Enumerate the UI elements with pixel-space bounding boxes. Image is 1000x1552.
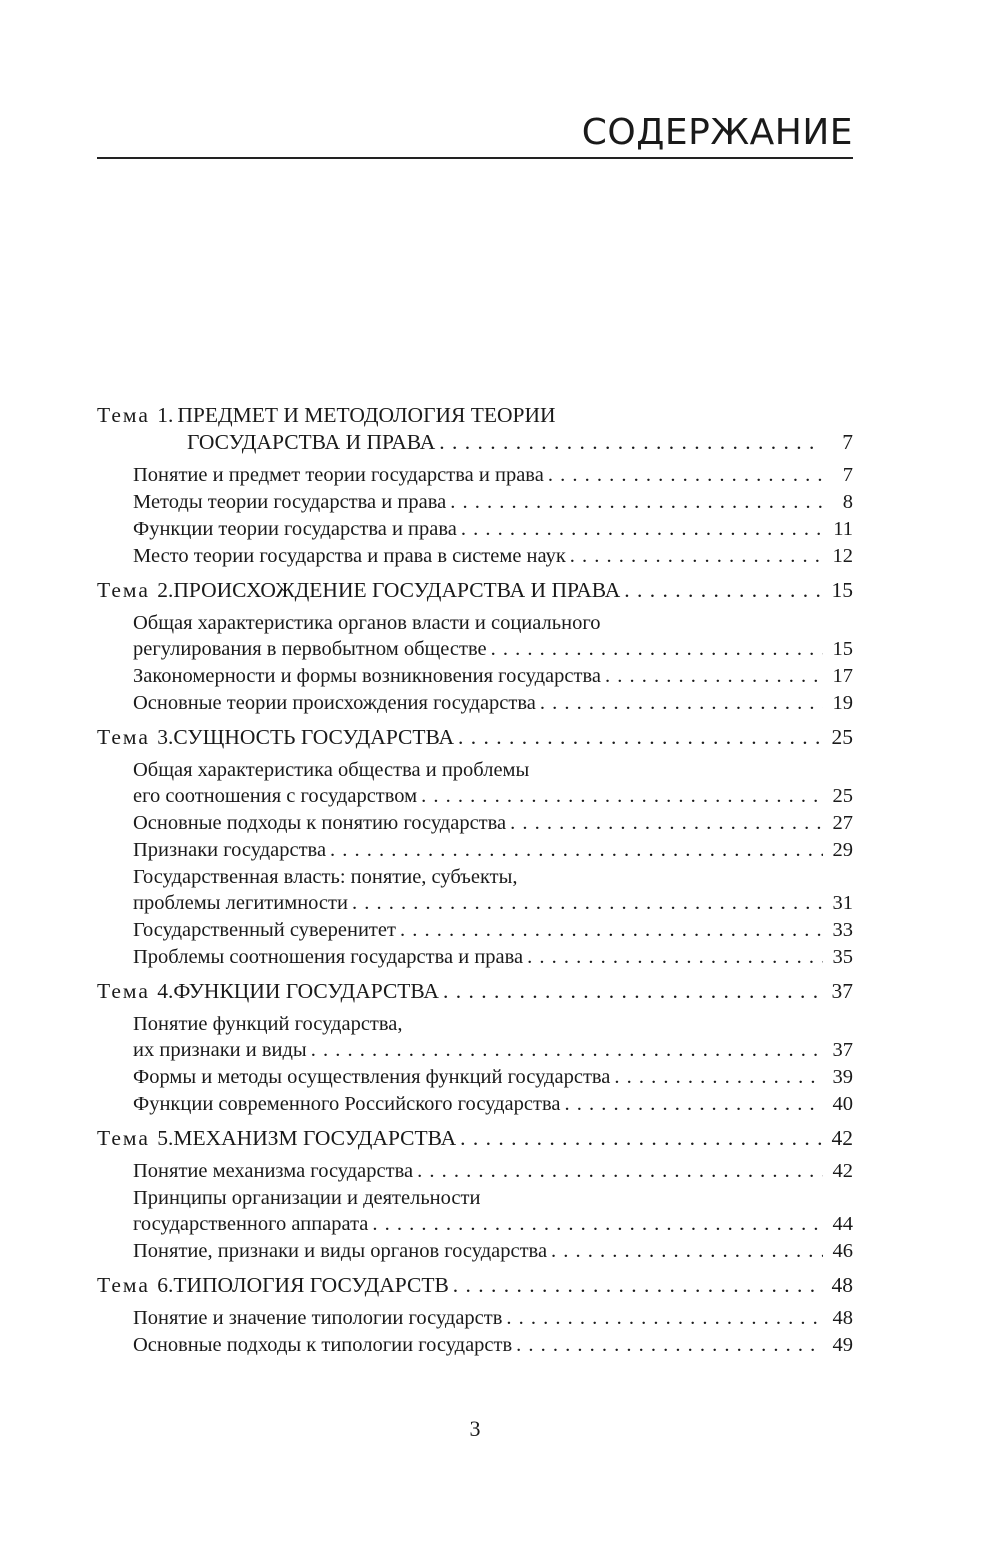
topic-label-word: Тема [97,725,150,749]
entry-page: 48 [831,1273,853,1297]
toc-entry [133,663,853,690]
entry-page: 11 [833,518,853,540]
subtopic-title: его соотношения с государством [133,785,418,807]
topic-number: 3. [157,725,174,749]
dot-leader [540,690,823,717]
toc-topic [97,724,853,971]
subtopic-title: Государственный суверенитет [133,919,396,941]
dot-leader [453,1272,823,1299]
toc-entry [133,1332,853,1359]
subtopic-title: Функции теории государства и права [133,518,457,540]
dot-leader [352,890,823,917]
entry-page: 27 [832,812,853,834]
toc-entry [133,462,853,489]
dot-leader [605,663,823,690]
topic-heading [97,1272,853,1299]
subtopic-title: Закономерности и формы возникновения государства [133,665,601,687]
subtopic-item [133,610,853,663]
toc-entry [133,944,853,971]
topic-label-word: Тема [97,578,150,602]
dot-leader [624,577,823,604]
subtopic-item [133,1064,853,1091]
dot-leader [443,978,823,1005]
toc-entry [133,890,853,917]
topic-heading-text [97,1125,456,1152]
topic-label-word: Тема [97,979,150,1003]
toc-entry [133,837,853,864]
toc-entry [97,1272,853,1299]
entry-page: 44 [832,1213,853,1235]
subtopic-item [133,489,853,516]
topic-title: ПРОИСХОЖДЕНИЕ ГОСУДАРСТВА И ПРАВА [173,578,621,602]
toc-entry [133,1037,853,1064]
entry-page: 40 [832,1093,853,1115]
dot-leader [510,810,823,837]
topic-heading-text [97,978,439,1005]
subtopic-title: Признаки государства [133,839,327,861]
dot-leader [458,724,823,751]
subtopic-first-line: Общая характеристика органов власти и социального [133,612,601,634]
topic-label-word: Тема [97,1273,150,1297]
entry-page: 42 [831,1126,853,1150]
topic-label [97,578,173,602]
page-number: 3 [469,1416,481,1441]
subtopic-first-line: Государственная власть: понятие, субъекты, [133,866,518,888]
subtopic-title: Понятие и значение типологии государств [133,1307,503,1329]
topic-title: МЕХАНИЗМ ГОСУДАРСТВА [173,1126,457,1150]
subtopic-item [133,1332,853,1359]
subtopic-item [133,1158,853,1185]
page-title: СОДЕРЖАНИЕ [581,112,853,153]
topic-number: 4. [157,979,174,1003]
subtopic-title: государственного аппарата [133,1213,369,1235]
subtopic-item [133,690,853,717]
topic-number: 2. [157,578,174,602]
dot-leader [460,1125,823,1152]
toc-entry [97,724,853,751]
entry-page: 37 [832,1039,853,1061]
toc-entry [133,917,853,944]
topic-label-word: Тема [97,1126,150,1150]
subtopic-title: их признаки и виды [133,1039,307,1061]
dot-leader [516,1332,823,1359]
topic-heading [97,1125,853,1152]
subtopic-title: Основные подходы к понятию государства [133,812,507,834]
topic-heading-text [97,577,620,604]
entry-page: 8 [842,491,853,513]
toc-entry [97,429,853,456]
entry-page: 46 [832,1240,853,1262]
dot-leader [417,1158,823,1185]
toc-topic [97,1272,853,1359]
subtopic-title: проблемы легитимности [133,892,348,914]
topic-label [97,1126,173,1150]
dot-leader [421,783,823,810]
dot-leader [614,1064,823,1091]
toc-entry [133,636,853,663]
subtopic-item [133,1011,853,1064]
topic-number: 6. [157,1273,174,1297]
toc-entry [133,1238,853,1265]
topic-number: 1. [157,403,174,427]
toc-entry [133,1305,853,1332]
subtopic-item [133,810,853,837]
toc-entry [97,1125,853,1152]
subtopic-item [133,462,853,489]
toc-entry [133,1211,853,1238]
entry-page: 37 [831,979,853,1003]
subtopic-item [133,917,853,944]
dot-leader [570,543,823,570]
topic-label [97,979,173,1003]
dot-leader [564,1091,823,1118]
subtopic-title: Основные теории происхождения государства [133,692,536,714]
toc-entry [133,543,853,570]
topic-label-word: Тема [97,403,150,427]
subtopic-list [97,1305,853,1359]
entry-page: 29 [832,839,853,861]
dot-leader [548,462,823,489]
entry-page: 12 [832,545,853,567]
dot-leader [450,489,823,516]
toc-entry [133,489,853,516]
entry-page: 25 [831,725,853,749]
topic-label [97,1273,173,1297]
entry-page: 7 [842,430,853,454]
entry-page: 15 [832,638,853,660]
subtopic-first-line: Принципы организации и деятельности [133,1187,481,1209]
entry-page: 42 [832,1160,853,1182]
topic-label [97,403,173,427]
table-of-contents [97,398,853,1366]
entry-page: 35 [832,946,853,968]
subtopic-title: Понятие механизма государства [133,1160,414,1182]
topic-number: 5. [157,1126,174,1150]
subtopic-title: Функции современного Российского государства [133,1093,561,1115]
toc-topic [97,978,853,1118]
entry-page: 15 [831,578,853,602]
subtopic-item [133,864,853,917]
topic-heading [97,724,853,751]
toc-topic [97,402,853,570]
topic-heading [97,402,853,456]
subtopic-list [97,610,853,717]
entry-page: 49 [832,1334,853,1356]
entry-page: 19 [832,692,853,714]
toc-entry [133,1064,853,1091]
subtopic-list [97,1011,853,1118]
entry-page: 48 [832,1307,853,1329]
subtopic-item [133,1305,853,1332]
subtopic-item [133,543,853,570]
toc-entry [133,810,853,837]
subtopic-item [133,663,853,690]
toc-entry [133,783,853,810]
subtopic-item [133,1091,853,1118]
topic-title: СУЩНОСТЬ ГОСУДАРСТВА [173,725,455,749]
topic-heading [97,577,853,604]
toc-entry [133,690,853,717]
topic-title: ФУНКЦИИ ГОСУДАРСТВА [173,979,439,1003]
toc-entry [97,577,853,604]
entry-page: 39 [832,1066,853,1088]
toc-topic [97,577,853,717]
topic-label [97,725,173,749]
toc-entry [133,516,853,543]
topic-heading [97,978,853,1005]
dot-leader [372,1211,823,1238]
title-divider [97,157,853,159]
subtopic-title: Методы теории государства и права [133,491,447,513]
entry-page: 31 [832,892,853,914]
subtopic-item [133,1238,853,1265]
topic-heading-line [97,402,853,429]
topic-title-line2: ГОСУДАРСТВА И ПРАВА [187,430,436,454]
dot-leader [400,917,823,944]
entry-page: 33 [832,919,853,941]
subtopic-title: Место теории государства и права в системе наук [133,545,566,567]
subtopic-list [97,757,853,971]
subtopic-item [133,757,853,810]
topic-heading-text [97,1272,449,1299]
subtopic-title: Проблемы соотношения государства и права [133,946,524,968]
dot-leader [527,944,823,971]
subtopic-item [133,516,853,543]
subtopic-title: регулирования в первобытном обществе [133,638,487,660]
subtopic-item [133,1185,853,1238]
subtopic-first-line: Общая характеристика общества и проблемы [133,759,530,781]
dot-leader [491,636,823,663]
dot-leader [506,1305,823,1332]
topic-title: ТИПОЛОГИЯ ГОСУДАРСТВ [173,1273,449,1297]
toc-topic [97,1125,853,1265]
entry-page: 25 [832,785,853,807]
dot-leader [330,837,823,864]
entry-page: 17 [832,665,853,687]
subtopic-title: Основные подходы к типологии государств [133,1334,513,1356]
entry-page: 7 [842,464,853,486]
toc-entry [133,1091,853,1118]
toc-entry [97,978,853,1005]
subtopic-list [97,1158,853,1265]
toc-entry [133,1158,853,1185]
subtopic-item [133,944,853,971]
dot-leader [551,1238,823,1265]
subtopic-title: Понятие и предмет теории государства и права [133,464,544,486]
dot-leader [461,516,823,543]
dot-leader [311,1037,823,1064]
subtopic-title: Формы и методы осуществления функций государства [133,1066,611,1088]
topic-heading-text [97,724,454,751]
topic-title-line1: ПРЕДМЕТ И МЕТОДОЛОГИЯ ТЕОРИИ [177,403,556,427]
subtopic-title: Понятие, признаки и виды органов государства [133,1240,548,1262]
subtopic-list [97,462,853,570]
subtopic-first-line: Понятие функций государства, [133,1013,403,1035]
subtopic-item [133,837,853,864]
dot-leader [439,429,823,456]
